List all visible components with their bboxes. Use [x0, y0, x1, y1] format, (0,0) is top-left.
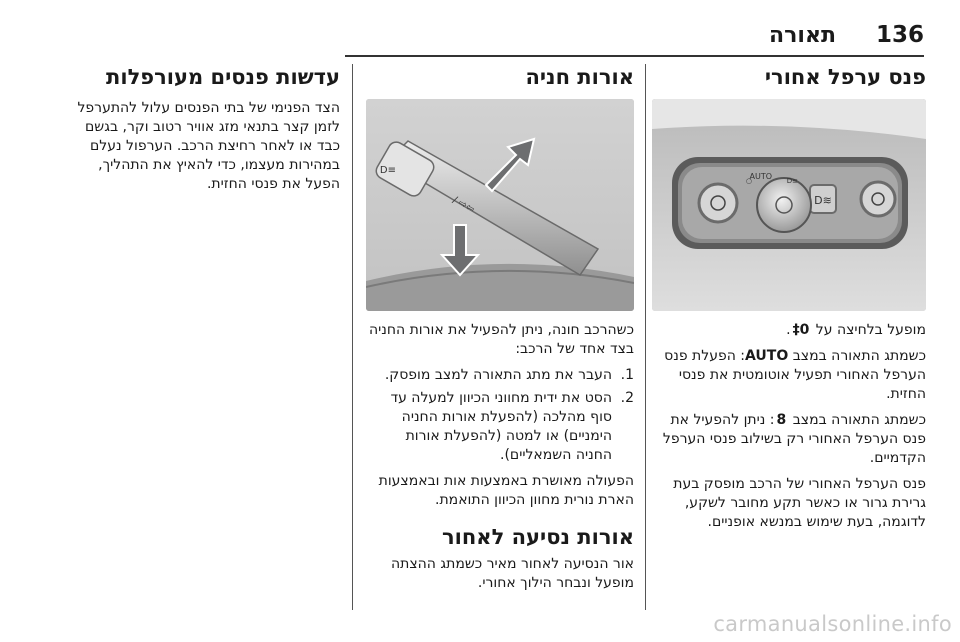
- svg-text:⇦⇨ /: ⇦⇨ /: [450, 194, 477, 216]
- section-title: עדשות פנסים מעורפלות: [106, 65, 340, 89]
- subsection-title: אורות נסיעה לאחור: [442, 525, 634, 549]
- column-divider: [352, 64, 353, 610]
- turn-signal-lever-photo: [366, 99, 634, 311]
- column-divider: [645, 64, 646, 610]
- page-number: 136: [875, 22, 924, 48]
- section-title: אורות חניה: [525, 65, 634, 89]
- steps-list: [366, 366, 634, 465]
- paragraph: מופעל בלחיצה על 0‡.: [786, 322, 926, 338]
- list-item: 1. העבר את מתג התאורה למצב מופסק.: [384, 367, 634, 383]
- section-title: פנס ערפל אחורי: [764, 65, 926, 89]
- turn-signal-lever-illustration: [366, 99, 634, 311]
- paragraph: כשמתג התאורה במצב AUTO: הפעלת פנס הערפל האחורי תפעיל אוטומטית את פנסי החזית.: [664, 348, 926, 402]
- light-switch-illustration: [652, 99, 926, 311]
- chapter-title: תאורה: [769, 23, 836, 48]
- svg-text:≡D: ≡D: [786, 177, 798, 185]
- auto-label: AUTO: [749, 172, 772, 181]
- paragraph: הפעולה מאושרת באמצעות אות ובאמצעות הארת נורית מחוון הכיוון התואמת.: [378, 473, 634, 508]
- paragraph: כשמתג התאורה במצב 8: ניתן להפעיל את פנס הערפל האחורי רק בשילוב פנסי הערפל הקדמיים.: [662, 412, 926, 466]
- list-item: 2. הסט את ידית מחווני הכיוון למעלה עד סוף מהלכה (להפעלת אורות החניה הימניים) או למטה (להפעלת אורות החניה השמאליים).: [390, 390, 634, 463]
- header-divider: [345, 55, 924, 57]
- svg-text:≋D: ≋D: [814, 194, 832, 207]
- page-header: [345, 22, 924, 54]
- light-switch-photo: [652, 99, 926, 311]
- fog-lamp-icon: 0‡: [792, 322, 810, 338]
- rear-fog-lamp-section: [652, 64, 926, 539]
- paragraph: פנס הערפל האחורי של הרכב מופסק בעת גרירת גרור או כאשר תקע מחובר לשקע, לדוגמה, בעת שימוש במנשא אופניים.: [673, 476, 926, 530]
- paragraph: אור הנסיעה לאחור מאיר כשמתג ההצתה מופעל ונבחר הילוך אחורי.: [390, 556, 634, 591]
- parking-lights-section: [366, 64, 634, 593]
- headlight-icon: 8: [776, 412, 787, 428]
- paragraph: הצד הפנימי של בתי הפנסים עלול להתערפל לזמן קצר בתנאי מזג אוויר רטוב וקר, בגשם כבד או לאחר רחיצת הרכב. הערפול נעלם במהירות מעצמו, כדי להאיץ את התהליך, הפעל את פנסי החזית.: [77, 100, 340, 192]
- svg-text:○: ○: [745, 177, 752, 185]
- watermark: carmanualsonline.info: [713, 612, 952, 636]
- auto-mode-label: AUTO: [745, 348, 789, 364]
- paragraph: כשהרכב חונה, ניתן להפעיל את אורות החניה בצד אחד של הרכב:: [368, 322, 634, 357]
- svg-text:≡D: ≡D: [379, 165, 396, 176]
- misted-lamp-section: [60, 64, 340, 201]
